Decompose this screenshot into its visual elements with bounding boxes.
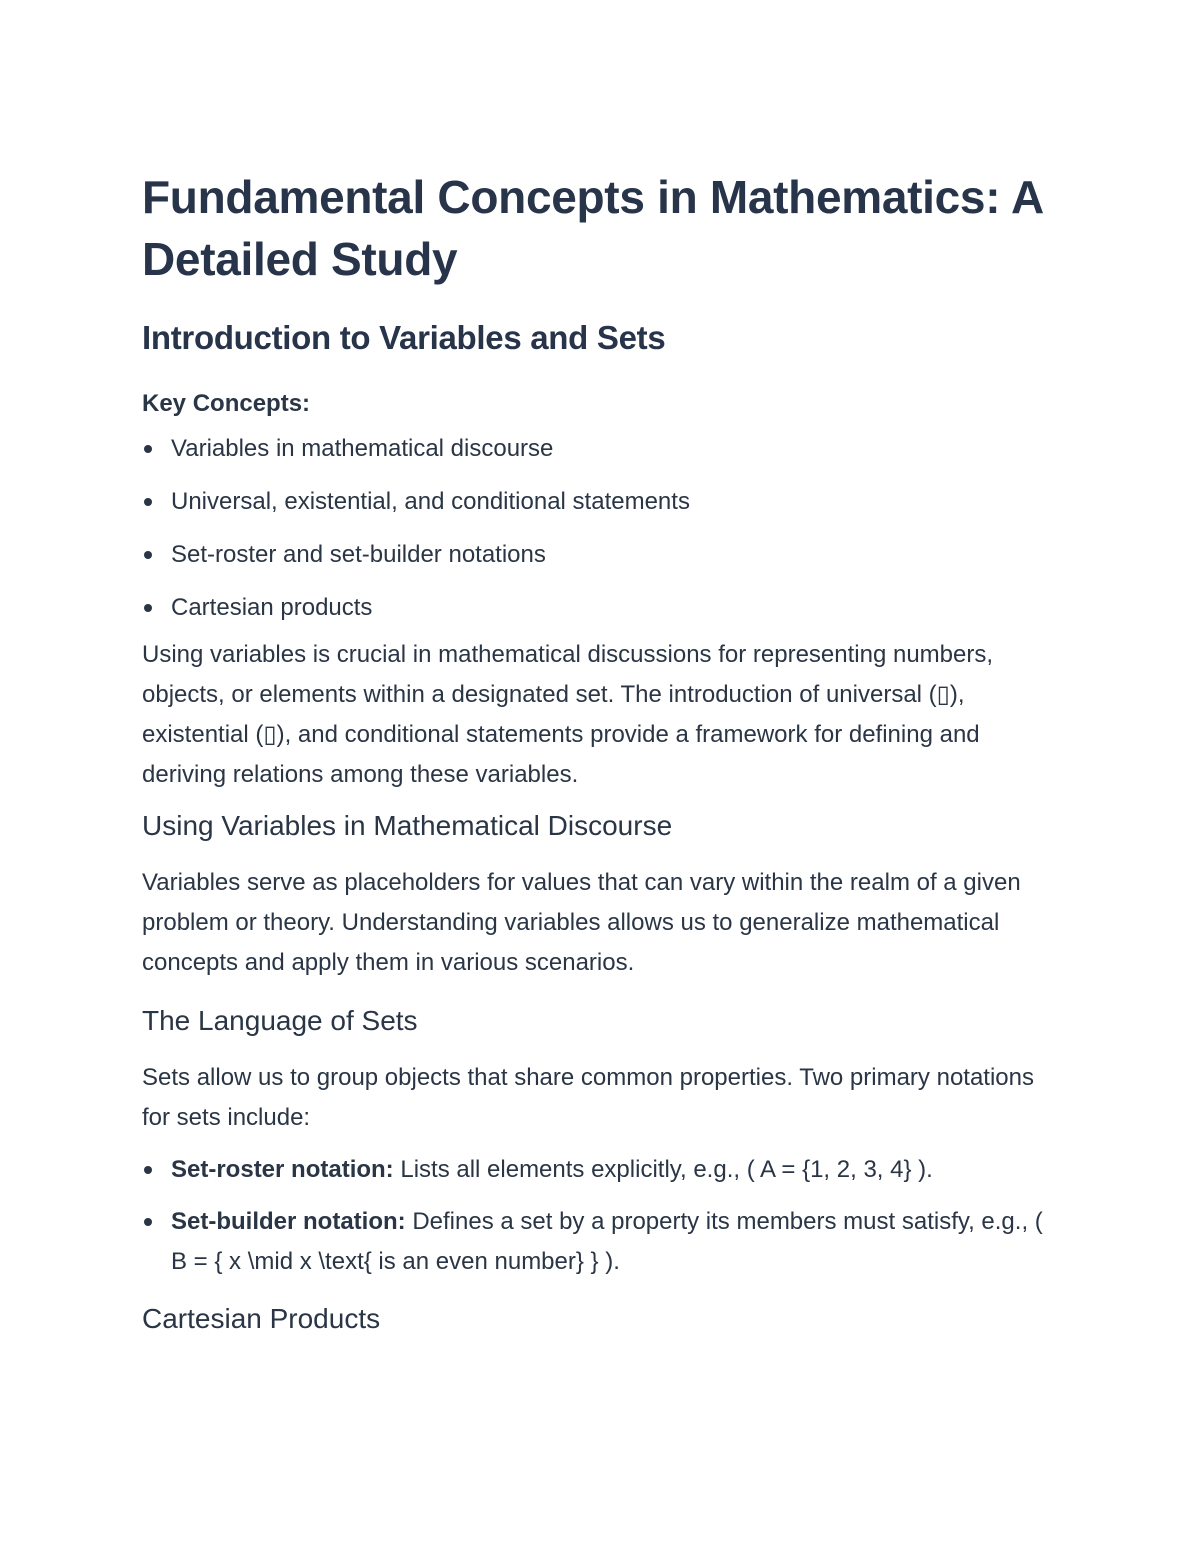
notations-list	[142, 1150, 1062, 1282]
list-item	[142, 1202, 1062, 1282]
section-heading-cartesian: Cartesian Products	[142, 1303, 381, 1334]
notation-term: Set-builder notation:	[171, 1208, 406, 1235]
section-heading-sets: The Language of Sets	[142, 1005, 418, 1036]
sets-paragraph: Sets allow us to group objects that share common properties. Two primary notations for sets include:	[142, 1064, 1034, 1131]
notation-term: Set-roster notation:	[171, 1156, 394, 1183]
variables-paragraph: Variables serve as placeholders for values that can vary within the realm of a given problem or theory. Understanding variables allows us to generalize mathematical concepts and apply them in various scenarios.	[142, 869, 1021, 976]
notation-text: Defines a set by a property its members must satisfy, e.g., ( B = { x \mid x \text{ is an even number} } ).	[171, 1208, 1043, 1275]
list-item: Set-roster and set-builder notations	[142, 535, 1062, 575]
list-item: Variables in mathematical discourse	[142, 429, 1062, 469]
list-item: Universal, existential, and conditional statements	[142, 482, 1062, 522]
list-item	[142, 1150, 1062, 1190]
intro-paragraph: Using variables is crucial in mathematical discussions for representing numbers, objects, or elements within a designated set. The introduction of universal (▯), existential (▯), and conditional statements provide a framework for defining and deriving relations among these variables.	[142, 641, 994, 788]
notation-text: Lists all elements explicitly, e.g., ( A = {1, 2, 3, 4} ).	[393, 1156, 933, 1183]
section-heading-intro: Introduction to Variables and Sets	[142, 319, 666, 356]
list-item: Cartesian products	[142, 588, 1062, 628]
document-page	[142, 166, 1062, 1339]
section-heading-variables: Using Variables in Mathematical Discourse	[142, 810, 673, 841]
document-title: Fundamental Concepts in Mathematics: A Detailed Study	[142, 171, 1043, 285]
key-concepts-label: Key Concepts:	[142, 390, 311, 417]
key-concepts-list	[142, 429, 1062, 628]
